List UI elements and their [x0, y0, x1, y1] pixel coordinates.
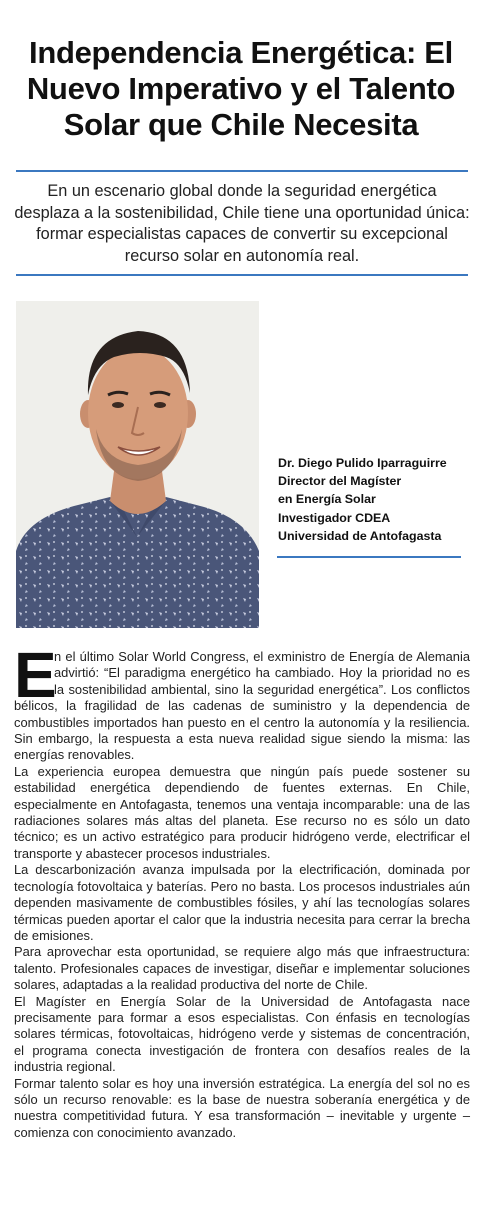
body-paragraph-5: El Magíster en Energía Solar de la Universidad de Antofagasta nace precisamente para formar a esos especialistas. Con énfasis en tecnologías solares térmicas, fotovoltaicas, hidrógeno verde y sistemas de concentración, el programa conecta investigación de frontera con desafíos reales de la industria regional. [14, 993, 470, 1075]
drop-cap: E [14, 639, 57, 711]
author-affiliation: Universidad de Antofagasta [278, 528, 442, 543]
author-role-line1: Director del Magíster [278, 474, 402, 489]
body-paragraph-1: n el último Solar World Congress, el exministro de Energía de Alemania advirtió: “El paradigma energético ha cambiado. Hoy la prioridad no es la sostenibilidad ambiental, sino la seguridad energética”. Los conflictos bélicos, la fragilidad de las cadenas de suministro y la dependencia de combustibles importados han puesto en el centro la autonomía y la resiliencia. Sin embargo, la respuesta a esta nueva realidad sigue siendo la misma: las energías renovables. [14, 649, 470, 763]
caption-divider [277, 556, 461, 558]
author-caption [278, 454, 468, 545]
author-photo [16, 301, 259, 628]
body-paragraph-2: La experiencia europea demuestra que ningún país puede sostener su estabilidad energética dependiendo de fuentes externas. En Chile, especialmente en Antofagasta, tenemos una ventaja incomparable: una de las radiaciones solares más altas del planeta. Ese recurso no es sólo un dato técnico; es un activo estratégico para producir hidrógeno verde, electrificar el transporte y abastecer procesos industriales. [14, 763, 470, 861]
author-name: Dr. Diego Pulido Iparraguirre [278, 456, 447, 470]
article-title: Independencia Energética: El Nuevo Imperativo y el Talento Solar que Chile Necesita [26, 34, 456, 142]
lead-divider [16, 274, 468, 276]
body-paragraph-3: La descarbonización avanza impulsada por la electrificación, dominada por tecnología fotovoltaica y baterías. Pero no basta. Los procesos industriales aún dependen masivamente de combustibles fósiles, y ahí las tecnologías solares térmicas pueden aportar el calor que la industria necesita para cerrar la brecha de emisiones. [14, 862, 470, 943]
body-paragraph-4: Para aprovechar esta oportunidad, se requiere algo más que infraestructura: talento. Profesionales capaces de investigar, diseñar e implementar soluciones solares, adaptadas a la realidad productiva del norte de Chile. [14, 944, 470, 993]
drop-cap-spacer [14, 649, 54, 695]
author-role-line2: en Energía Solar [278, 492, 376, 507]
article-body [14, 639, 470, 1141]
author-role-line3: Investigador CDEA [278, 510, 391, 525]
body-paragraph-6: Formar talento solar es hoy una inversión estratégica. La energía del sol no es sólo un recurso renovable: es la base de nuestra soberanía energética y de nuestra competitividad futura. Y esa transformación – inevitable y urgente – comienza con conocimiento avanzado. [14, 1075, 470, 1140]
title-divider [16, 170, 468, 172]
article-lead: En un escenario global donde la seguridad energética desplaza a la sostenibilidad, Chile tiene una oportunidad única: formar especialistas capaces de convertir su excepcional recurso solar en autonomía real. [14, 182, 470, 265]
